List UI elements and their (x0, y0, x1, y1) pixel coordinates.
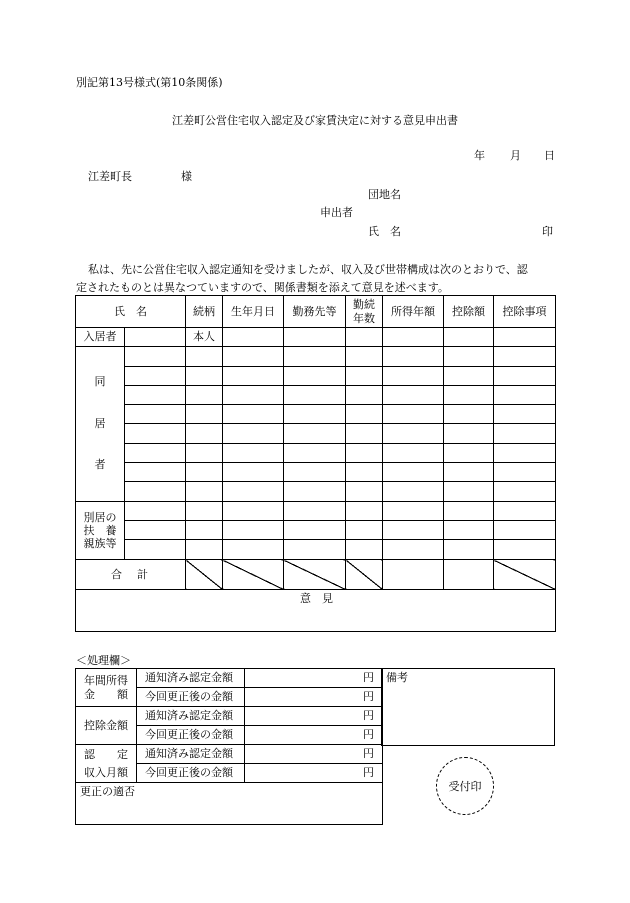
table-cell[interactable] (125, 521, 186, 540)
table-cell[interactable] (444, 405, 494, 424)
cohabitant-char: 居 (94, 416, 106, 430)
table-cell[interactable] (444, 424, 494, 444)
processing-heading: ＜処理欄＞ (76, 654, 131, 667)
date-month-label: 月 (510, 149, 521, 162)
table-cell[interactable] (383, 424, 444, 444)
table-cell[interactable] (125, 424, 186, 444)
header-deduction: 控除額 (444, 296, 494, 328)
table-cell[interactable] (346, 502, 383, 521)
resident-employer-cell[interactable] (284, 328, 346, 347)
table-cell[interactable] (494, 482, 556, 502)
correction-cell[interactable] (76, 783, 383, 825)
date-year-label: 年 (474, 149, 485, 162)
table-cell[interactable] (125, 405, 186, 424)
table-row (76, 405, 556, 424)
table-cell[interactable] (346, 540, 383, 560)
table-cell[interactable] (186, 347, 223, 367)
table-cell[interactable] (494, 444, 556, 463)
table-cell[interactable] (284, 444, 346, 463)
table-row (76, 482, 556, 502)
table-cell[interactable] (494, 424, 556, 444)
resident-deduction-item-cell[interactable] (494, 328, 556, 347)
header-income: 所得年額 (383, 296, 444, 328)
form-reference: 別記第13号様式(第10条関係) (76, 76, 223, 89)
table-row (76, 347, 556, 367)
cohabitant-label (76, 347, 125, 502)
table-cell[interactable] (284, 347, 346, 367)
table-cell[interactable] (383, 482, 444, 502)
dependents-line: 扶 養 (83, 523, 117, 537)
opinion-row (76, 590, 556, 632)
monthly-income-line: 認 定 (84, 747, 128, 761)
group-name-label: 団地名 (368, 188, 401, 201)
annual-notified-amount-field[interactable] (245, 669, 383, 688)
revised-amount-label: 今回更正後の金額 (137, 688, 245, 707)
resident-dob-cell[interactable] (223, 328, 284, 347)
table-cell[interactable] (186, 367, 223, 386)
header-name: 氏 名 (76, 296, 186, 328)
table-cell[interactable] (346, 367, 383, 386)
resident-deduction-cell[interactable] (444, 328, 494, 347)
table-cell[interactable] (383, 540, 444, 560)
cohabitant-char: 者 (94, 458, 106, 472)
annual-income-line: 年間所得 (84, 674, 128, 688)
table-cell[interactable] (346, 424, 383, 444)
revised-amount-label: 今回更正後の金額 (137, 726, 245, 745)
seal-label: 印 (542, 225, 553, 238)
addressee-name: 江差町長 (88, 170, 132, 183)
table-cell[interactable] (346, 521, 383, 540)
table-cell[interactable] (223, 367, 284, 386)
diagonal-cell (494, 560, 556, 590)
applicant-name-label: 氏 名 (368, 225, 401, 238)
table-cell[interactable] (444, 482, 494, 502)
table-cell[interactable] (383, 463, 444, 482)
table-row (76, 444, 556, 463)
annual-income-line: 金 額 (84, 687, 128, 701)
dependents-line: 親族等 (83, 537, 117, 551)
table-cell[interactable] (444, 502, 494, 521)
table-cell[interactable] (186, 424, 223, 444)
table-cell[interactable] (125, 540, 186, 560)
revised-amount-label: 今回更正後の金額 (137, 764, 245, 783)
table-cell[interactable] (346, 347, 383, 367)
table-cell[interactable] (223, 386, 284, 405)
table-cell[interactable] (186, 521, 223, 540)
table-cell[interactable] (383, 521, 444, 540)
table-cell[interactable] (125, 482, 186, 502)
annual-income-label (76, 669, 137, 707)
table-cell[interactable] (494, 540, 556, 560)
dependents-label (76, 502, 125, 560)
diagonal-cell (346, 560, 383, 590)
table-cell[interactable] (284, 405, 346, 424)
table-cell[interactable] (494, 367, 556, 386)
table-cell[interactable] (125, 347, 186, 367)
table-cell[interactable] (346, 463, 383, 482)
table-row (76, 521, 556, 540)
table-cell[interactable] (284, 482, 346, 502)
yen-unit: 円 (363, 709, 374, 723)
table-cell[interactable] (444, 444, 494, 463)
table-cell[interactable] (186, 482, 223, 502)
table-row (76, 502, 556, 521)
table-cell[interactable] (346, 444, 383, 463)
resident-label: 入居者 (76, 328, 125, 347)
resident-relation: 本人 (186, 328, 223, 347)
table-row (76, 386, 556, 405)
monthly-notified-amount-field[interactable] (245, 745, 383, 764)
table-cell[interactable] (383, 502, 444, 521)
monthly-revised-amount-field[interactable] (245, 764, 383, 783)
yen-unit: 円 (363, 747, 374, 761)
diagonal-cell (284, 560, 346, 590)
table-cell[interactable] (494, 521, 556, 540)
table-cell[interactable] (223, 521, 284, 540)
table-cell[interactable] (186, 502, 223, 521)
table-cell[interactable] (223, 405, 284, 424)
resident-income-cell[interactable] (383, 328, 444, 347)
table-cell[interactable] (223, 482, 284, 502)
header-relation: 続柄 (186, 296, 223, 328)
opinion-label: 意 見 (300, 592, 333, 605)
table-cell[interactable] (494, 463, 556, 482)
table-cell[interactable] (223, 540, 284, 560)
yen-unit: 円 (363, 728, 374, 742)
table-cell[interactable] (186, 444, 223, 463)
total-income-cell[interactable] (383, 560, 444, 590)
resident-row (76, 328, 556, 347)
table-cell[interactable] (383, 444, 444, 463)
deduction-revised-amount-field[interactable] (245, 726, 383, 745)
table-row (76, 463, 556, 482)
addressee-honorific: 様 (181, 170, 192, 183)
table-cell[interactable] (383, 405, 444, 424)
notified-amount-label: 通知済み認定金額 (137, 745, 245, 764)
table-cell[interactable] (444, 347, 494, 367)
table-cell[interactable] (494, 502, 556, 521)
yen-unit: 円 (363, 766, 374, 780)
deduction-amount-label: 控除金額 (76, 707, 137, 745)
table-cell[interactable] (494, 405, 556, 424)
date-day-label: 日 (544, 149, 555, 162)
table-cell[interactable] (223, 463, 284, 482)
table-cell[interactable] (223, 444, 284, 463)
annual-revised-amount-field[interactable] (245, 688, 383, 707)
monthly-income-label (76, 745, 137, 783)
table-cell[interactable] (494, 386, 556, 405)
deduction-notified-amount-field[interactable] (245, 707, 383, 726)
table-cell[interactable] (186, 463, 223, 482)
table-cell[interactable] (125, 463, 186, 482)
table-cell[interactable] (125, 502, 186, 521)
table-row (76, 424, 556, 444)
table-row (76, 367, 556, 386)
diagonal-cell (186, 560, 223, 590)
resident-name-cell[interactable] (125, 328, 186, 347)
opinion-cell[interactable] (76, 590, 556, 632)
cohabitant-char: 同 (94, 374, 106, 388)
table-cell[interactable] (284, 521, 346, 540)
header-years-line-2: 年数 (353, 311, 375, 325)
table-cell[interactable] (444, 367, 494, 386)
table-cell[interactable] (284, 540, 346, 560)
table-cell[interactable] (383, 347, 444, 367)
total-label: 合 計 (76, 560, 186, 590)
reception-stamp (436, 757, 494, 815)
table-cell[interactable] (186, 405, 223, 424)
document-title: 江差町公営住宅収入認定及び家賃決定に対する意見申出書 (172, 114, 458, 127)
table-cell[interactable] (223, 424, 284, 444)
dependents-line: 別居の (83, 510, 117, 524)
yen-unit: 円 (363, 671, 374, 685)
table-cell[interactable] (444, 540, 494, 560)
table-row (76, 540, 556, 560)
table-cell[interactable] (444, 521, 494, 540)
table-cell[interactable] (284, 463, 346, 482)
table-cell[interactable] (444, 463, 494, 482)
total-row (76, 560, 556, 590)
table-cell[interactable] (223, 502, 284, 521)
correction-label: 更正の適否 (80, 785, 135, 798)
remarks-label: 備考 (386, 671, 408, 684)
table-cell[interactable] (186, 540, 223, 560)
table-cell[interactable] (444, 386, 494, 405)
notified-amount-label: 通知済み認定金額 (137, 707, 245, 726)
table-cell[interactable] (284, 386, 346, 405)
header-years-line-1: 勤続 (353, 298, 375, 312)
header-employer: 勤務先等 (284, 296, 346, 328)
table-cell[interactable] (383, 386, 444, 405)
household-table (75, 295, 556, 632)
table-cell[interactable] (346, 386, 383, 405)
header-dob: 生年月日 (223, 296, 284, 328)
table-cell[interactable] (284, 424, 346, 444)
table-cell[interactable] (383, 367, 444, 386)
header-years (346, 296, 383, 328)
table-cell[interactable] (125, 386, 186, 405)
body-text-line-1: 私は、先に公営住宅収入認定通知を受けましたが、収入及び世帯構成は次のとおりで、認 (88, 263, 528, 276)
remarks-cell[interactable] (382, 669, 555, 746)
total-deduction-cell[interactable] (444, 560, 494, 590)
yen-unit: 円 (363, 690, 374, 704)
remarks-table (381, 668, 555, 746)
table-cell[interactable] (125, 367, 186, 386)
table-cell[interactable] (223, 347, 284, 367)
monthly-income-line: 収入月額 (84, 765, 128, 779)
header-deduction-item: 控除事項 (494, 296, 556, 328)
table-cell[interactable] (125, 444, 186, 463)
notified-amount-label: 通知済み認定金額 (137, 669, 245, 688)
table-cell[interactable] (346, 482, 383, 502)
table-cell[interactable] (284, 502, 346, 521)
resident-years-cell[interactable] (346, 328, 383, 347)
table-cell[interactable] (186, 386, 223, 405)
applicant-label: 申出者 (320, 206, 353, 219)
body-text-line-2: 定されたものとは異なつていますので、関係書類を添えて意見を述べます。 (76, 281, 449, 294)
reception-stamp-label: 受付印 (448, 780, 482, 793)
processing-table (75, 668, 383, 825)
table-cell[interactable] (494, 347, 556, 367)
diagonal-cell (223, 560, 284, 590)
table-cell[interactable] (346, 405, 383, 424)
table-cell[interactable] (284, 367, 346, 386)
